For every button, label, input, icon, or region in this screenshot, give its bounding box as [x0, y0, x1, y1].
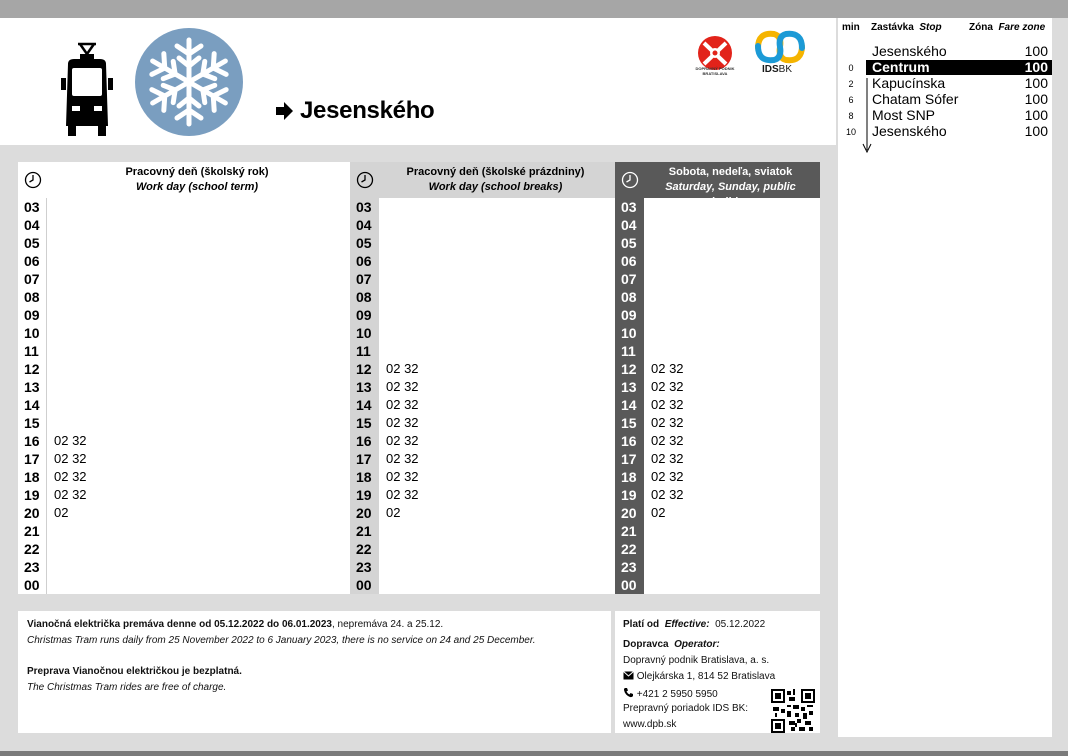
hour-cell: 17 [18, 450, 47, 468]
minutes-cell [47, 198, 350, 216]
column-title-en: Saturday, Sunday, public [665, 181, 796, 193]
hour-cell: 03 [615, 198, 644, 216]
minutes-cell [379, 522, 615, 540]
timetable-column-workday-school [18, 162, 350, 594]
hour-cell: 20 [18, 504, 47, 522]
destination-title: Jesenského [300, 97, 435, 124]
snowflake-badge [135, 28, 243, 136]
minutes-cell: 02 32 [379, 450, 615, 468]
minutes-cell [379, 558, 615, 576]
table-row [350, 432, 615, 450]
hour-cell: 15 [18, 414, 47, 432]
table-row [615, 576, 820, 594]
table-row [615, 360, 820, 378]
column-title-en: Work day (school breaks) [428, 181, 563, 193]
hour-cell: 20 [615, 504, 644, 522]
hour-cell: 15 [615, 414, 644, 432]
table-row [615, 324, 820, 342]
header-min: min [842, 22, 860, 33]
minutes-cell: 02 32 [379, 378, 615, 396]
minutes-cell [47, 414, 350, 432]
minutes-cell [644, 252, 820, 270]
minutes-cell [47, 396, 350, 414]
table-row [18, 270, 350, 288]
hour-cell: 04 [615, 216, 644, 234]
minutes-cell [644, 540, 820, 558]
hour-cell: 06 [18, 252, 47, 270]
hour-cell: 17 [350, 450, 379, 468]
operator-phone: +421 2 5950 5950 [623, 687, 718, 700]
table-row [615, 234, 820, 252]
minutes-cell: 02 32 [644, 486, 820, 504]
hour-cell: 05 [350, 234, 379, 252]
minutes-cell [379, 576, 615, 594]
stop-name: Jesenského [872, 43, 947, 59]
hour-cell: 18 [18, 468, 47, 486]
table-row [615, 378, 820, 396]
hour-cell: 08 [350, 288, 379, 306]
hour-cell: 11 [615, 342, 644, 360]
header [0, 18, 836, 145]
minutes-cell: 02 32 [644, 450, 820, 468]
hour-cell: 09 [350, 306, 379, 324]
table-row [350, 288, 615, 306]
table-row [615, 270, 820, 288]
minutes-cell: 02 32 [47, 486, 350, 504]
minutes-cell [47, 288, 350, 306]
notice-1-en: Christmas Tram runs daily from 25 November 2022 to 6 January 2023, there is no service on 24 and 25 December. [27, 635, 536, 646]
hour-cell: 00 [18, 576, 47, 594]
table-row [350, 486, 615, 504]
hour-cell: 05 [18, 234, 47, 252]
hour-cell: 19 [615, 486, 644, 504]
table-row [18, 576, 350, 594]
table-row [18, 234, 350, 252]
column-title-sk: Sobota, nedeľa, sviatok [668, 166, 793, 178]
table-row [615, 522, 820, 540]
minutes-cell [379, 342, 615, 360]
minutes-cell: 02 32 [379, 486, 615, 504]
table-row [18, 324, 350, 342]
hour-cell: 19 [350, 486, 379, 504]
table-row [18, 288, 350, 306]
clock-icon [24, 171, 42, 189]
minutes-cell: 02 32 [644, 360, 820, 378]
table-row [350, 234, 615, 252]
header-zone: Zóna Fare zone [969, 22, 1046, 33]
hour-cell: 00 [350, 576, 379, 594]
notice-box [18, 611, 611, 733]
hour-cell: 16 [615, 432, 644, 450]
snowflake-icon [135, 28, 243, 136]
bottom-strip [0, 751, 1068, 756]
table-row [615, 450, 820, 468]
hour-cell: 03 [18, 198, 47, 216]
minutes-cell: 02 32 [644, 414, 820, 432]
minutes-cell: 02 32 [379, 414, 615, 432]
hour-cell: 23 [350, 558, 379, 576]
table-row [18, 306, 350, 324]
minutes-cell: 02 32 [644, 432, 820, 450]
table-row [350, 324, 615, 342]
minutes-cell: 02 32 [379, 396, 615, 414]
hour-cell: 11 [18, 342, 47, 360]
hour-cell: 08 [18, 288, 47, 306]
table-row [615, 198, 820, 216]
table-row [615, 288, 820, 306]
table-row [615, 216, 820, 234]
hour-cell: 15 [350, 414, 379, 432]
stop-name: Most SNP [872, 107, 936, 123]
minutes-cell: 02 32 [47, 468, 350, 486]
minutes-cell [47, 342, 350, 360]
minutes-cell [47, 558, 350, 576]
arrow-right-icon [274, 100, 294, 122]
hour-cell: 04 [18, 216, 47, 234]
stop-minutes: 10 [845, 127, 856, 137]
stop-minutes: 2 [848, 79, 854, 89]
table-row [350, 450, 615, 468]
minutes-cell [644, 324, 820, 342]
stop-zone: 100 [1024, 123, 1048, 139]
timetable-sheet [0, 18, 1068, 751]
stop-zone: 100 [1024, 59, 1048, 75]
ids-label: IDSBK [762, 64, 793, 75]
minutes-cell: 02 32 [644, 468, 820, 486]
minutes-cell [379, 288, 615, 306]
table-row [350, 396, 615, 414]
stop-row-current [838, 59, 1052, 75]
hour-cell: 11 [350, 342, 379, 360]
envelope-icon [623, 671, 634, 680]
table-row [350, 540, 615, 558]
column-title-sk: Pracovný deň (školské prázdniny) [406, 166, 585, 178]
table-row [18, 198, 350, 216]
hour-cell: 07 [350, 270, 379, 288]
operator-address: Olejkárska 1, 814 52 Bratislava [623, 671, 775, 682]
minutes-cell [644, 558, 820, 576]
table-row [350, 306, 615, 324]
hour-cell: 10 [615, 324, 644, 342]
stop-name: Jesenského [872, 123, 947, 139]
minutes-cell [379, 270, 615, 288]
stop-name: Chatam Sófer [872, 91, 959, 107]
minutes-cell [644, 576, 820, 594]
hour-cell: 04 [350, 216, 379, 234]
minutes-cell: 02 [644, 504, 820, 522]
table-row [18, 558, 350, 576]
minutes-cell: 02 32 [379, 360, 615, 378]
minutes-cell [644, 306, 820, 324]
column-header [615, 162, 820, 198]
stop-name: Kapucínska [872, 75, 946, 91]
hour-cell: 05 [615, 234, 644, 252]
minutes-cell: 02 32 [379, 468, 615, 486]
minutes-cell [47, 252, 350, 270]
notice-2: Preprava Vianočnou električkou je bezplatná. [27, 666, 242, 677]
stop-list-panel [838, 18, 1052, 737]
stop-row [838, 107, 1052, 123]
minutes-cell: 02 32 [379, 432, 615, 450]
table-row [615, 414, 820, 432]
column-title-en: Work day (school term) [135, 181, 259, 193]
table-row [350, 378, 615, 396]
table-row [350, 342, 615, 360]
minutes-cell [47, 522, 350, 540]
table-row [350, 270, 615, 288]
hour-cell: 12 [18, 360, 47, 378]
table-row [615, 558, 820, 576]
minutes-cell [47, 360, 350, 378]
table-row [350, 216, 615, 234]
hour-cell: 13 [350, 378, 379, 396]
notice-1: Vianočná električka premáva denne od 05.12.2022 do 06.01.2023, nepremáva 24. a 25.12. [27, 619, 444, 630]
effective-date: Platí od Effective: 05.12.2022 [623, 619, 766, 630]
hour-cell: 10 [18, 324, 47, 342]
hour-cell: 22 [615, 540, 644, 558]
minutes-cell: 02 [379, 504, 615, 522]
minutes-cell [379, 198, 615, 216]
hour-cell: 19 [18, 486, 47, 504]
table-row [615, 306, 820, 324]
minutes-cell [379, 540, 615, 558]
hour-cell: 08 [615, 288, 644, 306]
table-row [18, 360, 350, 378]
dpb-logo-text: DOPRAVNÝ PODNIK BRATISLAVA [695, 66, 735, 76]
hour-cell: 14 [350, 396, 379, 414]
table-row [350, 576, 615, 594]
column-header [350, 162, 615, 198]
minutes-cell: 02 32 [47, 450, 350, 468]
minutes-cell [379, 252, 615, 270]
table-row [615, 540, 820, 558]
minutes-cell [379, 306, 615, 324]
hour-cell: 16 [350, 432, 379, 450]
stop-row [838, 91, 1052, 107]
minutes-cell [644, 288, 820, 306]
table-row [18, 378, 350, 396]
minutes-cell [644, 522, 820, 540]
stop-minutes: 0 [848, 63, 854, 73]
table-row [18, 540, 350, 558]
table-row [18, 252, 350, 270]
hour-cell: 16 [18, 432, 47, 450]
minutes-cell [47, 324, 350, 342]
hour-cell: 13 [18, 378, 47, 396]
stop-name: Centrum [872, 59, 930, 75]
header-stop: Zastávka Stop [871, 22, 942, 33]
table-row [18, 468, 350, 486]
stop-minutes: 8 [848, 111, 854, 121]
table-row [18, 396, 350, 414]
table-row [615, 468, 820, 486]
table-row [350, 360, 615, 378]
timetable-column-weekend [615, 162, 820, 594]
stop-row [838, 43, 1052, 59]
hour-cell: 23 [615, 558, 644, 576]
hour-cell: 00 [615, 576, 644, 594]
table-row [350, 198, 615, 216]
table-row [615, 252, 820, 270]
minutes-cell [379, 324, 615, 342]
minutes-cell [644, 342, 820, 360]
hour-cell: 21 [615, 522, 644, 540]
minutes-cell [644, 216, 820, 234]
timetable-column-workday-breaks [350, 162, 615, 594]
hour-cell: 23 [18, 558, 47, 576]
table-row [18, 522, 350, 540]
minutes-cell [644, 270, 820, 288]
table-row [18, 450, 350, 468]
stop-zone: 100 [1024, 43, 1048, 59]
operator-name: Dopravný podnik Bratislava, a. s. [623, 655, 770, 666]
stop-zone: 100 [1024, 107, 1048, 123]
hour-cell: 13 [615, 378, 644, 396]
minutes-cell [47, 378, 350, 396]
hour-cell: 07 [18, 270, 47, 288]
hour-cell: 12 [350, 360, 379, 378]
hour-cell: 18 [350, 468, 379, 486]
hour-cell: 14 [615, 396, 644, 414]
clock-icon [356, 171, 374, 189]
minutes-cell [47, 540, 350, 558]
minutes-cell [47, 270, 350, 288]
hour-cell: 20 [350, 504, 379, 522]
column-header [18, 162, 350, 198]
table-row [350, 252, 615, 270]
hour-cell: 06 [350, 252, 379, 270]
minutes-cell [47, 576, 350, 594]
phone-icon [623, 687, 634, 698]
timetable-link-label: Prepravný poriadok IDS BK: [623, 703, 749, 714]
table-row [350, 558, 615, 576]
operator-label: Dopravca Operator: [623, 639, 720, 650]
hour-cell: 21 [18, 522, 47, 540]
hour-cell: 17 [615, 450, 644, 468]
minutes-cell [379, 216, 615, 234]
hour-cell: 18 [615, 468, 644, 486]
table-row [350, 414, 615, 432]
table-row [18, 216, 350, 234]
stop-zone: 100 [1024, 75, 1048, 91]
table-row [615, 486, 820, 504]
minutes-cell: 02 32 [644, 378, 820, 396]
stop-row [838, 75, 1052, 91]
table-row [615, 396, 820, 414]
table-row [350, 504, 615, 522]
notice-2-en: The Christmas Tram rides are free of charge. [27, 682, 227, 693]
minutes-cell [644, 234, 820, 252]
hour-cell: 14 [18, 396, 47, 414]
minutes-cell [47, 234, 350, 252]
table-row [350, 522, 615, 540]
hour-cell: 10 [350, 324, 379, 342]
table-row [18, 432, 350, 450]
hour-cell: 21 [350, 522, 379, 540]
clock-icon [621, 171, 639, 189]
minutes-cell: 02 32 [47, 432, 350, 450]
hour-cell: 03 [350, 198, 379, 216]
table-row [18, 486, 350, 504]
tram-icon [60, 42, 114, 138]
ids-logo [752, 28, 808, 66]
table-row [615, 342, 820, 360]
table-row [615, 432, 820, 450]
minutes-cell [644, 198, 820, 216]
website-link[interactable]: www.dpb.sk [623, 719, 677, 730]
hour-cell: 09 [18, 306, 47, 324]
stop-zone: 100 [1024, 91, 1048, 107]
column-title-sk: Pracovný deň (školský rok) [125, 166, 269, 178]
table-row [615, 504, 820, 522]
stop-minutes: 6 [848, 95, 854, 105]
hour-cell: 06 [615, 252, 644, 270]
hour-cell: 12 [615, 360, 644, 378]
table-row [350, 468, 615, 486]
hour-cell: 07 [615, 270, 644, 288]
minutes-cell [379, 234, 615, 252]
table-row [18, 342, 350, 360]
table-row [18, 504, 350, 522]
minutes-cell: 02 [47, 504, 350, 522]
table-row [18, 414, 350, 432]
minutes-cell [47, 216, 350, 234]
hour-cell: 22 [18, 540, 47, 558]
stop-row [838, 123, 1052, 139]
minutes-cell: 02 32 [644, 396, 820, 414]
hour-cell: 22 [350, 540, 379, 558]
hour-cell: 09 [615, 306, 644, 324]
qr-code-icon [771, 689, 815, 733]
operator-box [615, 611, 820, 733]
minutes-cell [47, 306, 350, 324]
